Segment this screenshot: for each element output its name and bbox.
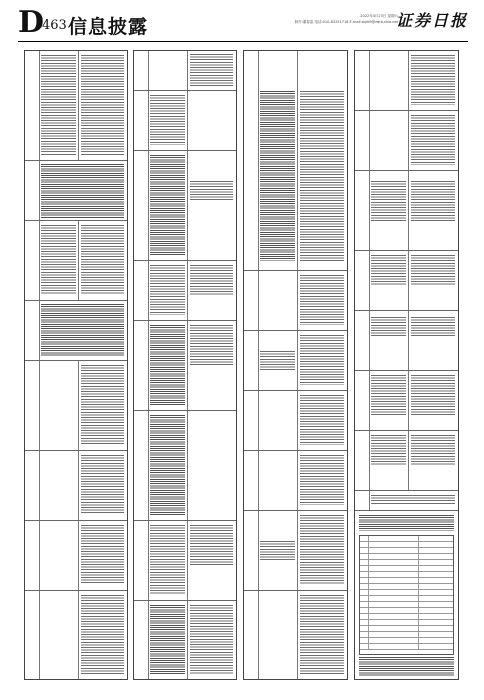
date-line: 2022年4月23日 星期六 bbox=[360, 14, 398, 18]
table-row bbox=[134, 321, 236, 411]
masthead bbox=[18, 6, 468, 40]
table-row bbox=[244, 591, 347, 680]
editor-contact-line: 制作:董春雷 电话:010-83251716 E-mail:zqrb9@zqrb.sina.net bbox=[294, 20, 398, 24]
table-row bbox=[355, 431, 458, 491]
table-row bbox=[25, 51, 127, 161]
disclosure-column-4 bbox=[354, 50, 459, 680]
table-row bbox=[244, 451, 347, 511]
table-row bbox=[25, 161, 127, 221]
table-row bbox=[25, 221, 127, 301]
table-row bbox=[244, 51, 347, 271]
table-row bbox=[25, 521, 127, 591]
disclosure-column-1 bbox=[24, 50, 128, 680]
table-row bbox=[134, 91, 236, 151]
masthead-rule bbox=[18, 41, 468, 42]
summary-table bbox=[359, 535, 454, 655]
table-row bbox=[25, 591, 127, 680]
table-row bbox=[134, 521, 236, 601]
table-row bbox=[355, 371, 458, 431]
page-number: 463 bbox=[42, 18, 67, 33]
table-row bbox=[134, 151, 236, 261]
table-row bbox=[134, 261, 236, 321]
body-paragraph bbox=[359, 657, 454, 677]
table-row bbox=[244, 331, 347, 391]
table-row bbox=[355, 171, 458, 251]
table-row bbox=[244, 391, 347, 451]
table-row bbox=[25, 451, 127, 521]
table-row bbox=[134, 51, 236, 91]
table-row bbox=[134, 411, 236, 521]
body-paragraph bbox=[359, 515, 454, 531]
table-row bbox=[355, 111, 458, 171]
table-row bbox=[244, 271, 347, 331]
table-row bbox=[244, 511, 347, 591]
disclosure-column-2 bbox=[133, 50, 237, 680]
table-row bbox=[355, 311, 458, 371]
table-row bbox=[25, 301, 127, 361]
section-title: 信息披露 bbox=[68, 16, 149, 38]
table-row bbox=[355, 251, 458, 311]
table-row bbox=[355, 491, 458, 511]
disclosure-column-3 bbox=[243, 50, 348, 680]
table-row bbox=[355, 51, 458, 111]
newspaper-logo: 证券日报 bbox=[395, 11, 468, 30]
page-letter: D bbox=[18, 5, 45, 40]
table-row bbox=[134, 601, 236, 680]
table-row bbox=[25, 361, 127, 451]
